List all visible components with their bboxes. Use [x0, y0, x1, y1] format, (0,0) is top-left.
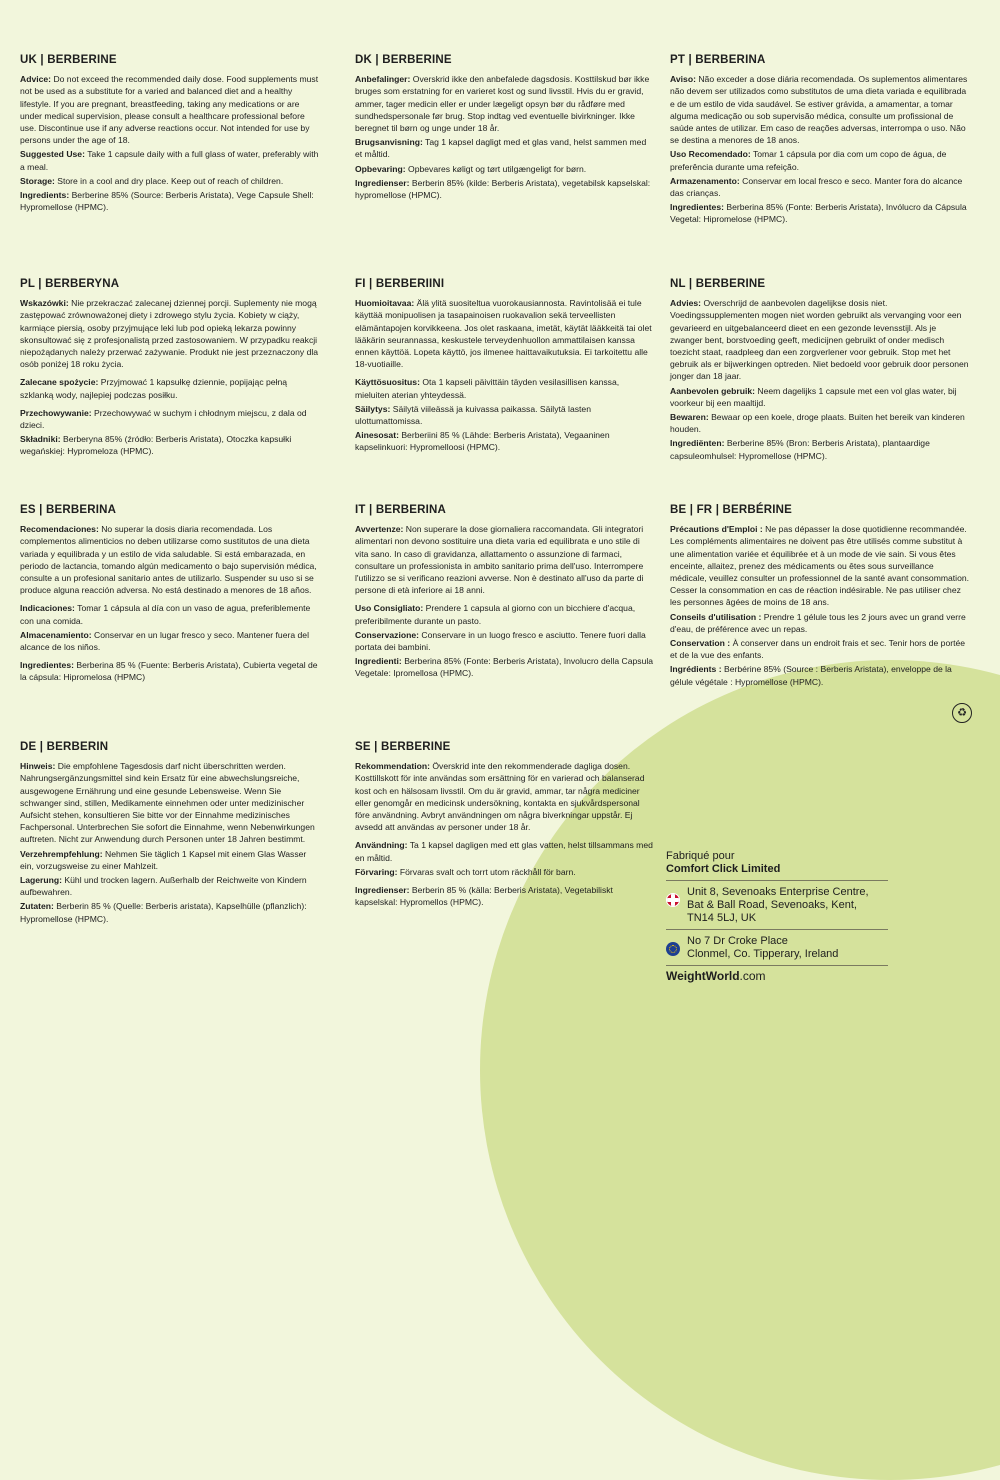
section-title: IT | BERBERINA: [355, 504, 446, 516]
ingredients-label: Ingrédients :: [670, 664, 722, 675]
section-title: DE | BERBERIN: [20, 741, 109, 753]
storage-text: Przechowywanie: Przechowywać w suchym i chłodnym miejscu, z dala od dzieci.: [20, 407, 307, 431]
advice-label: Aviso:: [670, 74, 696, 85]
section-pt: [670, 54, 970, 228]
usage-label: Uso Recomendado:: [670, 149, 751, 160]
ingredients-label: Ingredienser:: [355, 885, 410, 896]
storage-label: Storage:: [20, 175, 55, 186]
usage-text: Verzehrempfehlung: Nehmen Sie täglich 1 Kapsel mit einem Glas Wasser ein, vorzugsweise zu einer Mahlzeit.: [20, 848, 307, 871]
usage-text: Indicaciones: Tomar 1 cápsula al día con un vaso de agua, preferiblemente con una comida.: [20, 603, 311, 626]
section-be-fr: [670, 504, 970, 690]
storage-label: Säilytys:: [355, 403, 391, 414]
ingredients-label: Ingrediënten:: [670, 438, 725, 449]
usage-label: Indicaciones:: [20, 603, 75, 614]
address-line: Clonmel, Co. Tipperary, Ireland: [687, 948, 839, 960]
advice-label: Advies:: [670, 298, 702, 309]
section-title: ES | BERBERINA: [20, 504, 117, 516]
usage-text: Aanbevolen gebruik: Neem dagelijks 1 capsule met een vol glas water, bij voorkeur bij een maaltijd.: [670, 385, 957, 408]
address-line: Unit 8, Sevenoaks Enterprise Centre,: [687, 886, 869, 898]
storage-label: Conservation :: [670, 638, 731, 649]
usage-label: Conseils d'utilisation :: [670, 611, 762, 622]
section-de: [20, 741, 320, 927]
usage-label: Användning:: [355, 840, 408, 851]
storage-text: Bewaren: Bewaar op een koele, droge plaats. Buiten het bereik van kinderen houden.: [670, 412, 965, 435]
section-uk: [20, 54, 320, 215]
advice-text: Hinweis: Die empfohlene Tagesdosis darf nicht überschritten werden. Nahrungsergänzungsmittel sind kein Ersatz für eine abwechslungsreiche, ausgewogene Ernährung und eine gesunde Lebensweise. Wenn Sie schwanger sind, stillen, Medikamente einnehmen oder unter medizinischer Aufsicht stehen, konsultieren Sie bitte vor der Einnahme medizinisches Fachpersonal. Unterbrechen Sie sofort die Einnahme, wenn Nebenwirkungen auftreten. Nicht zur Anwendung durch Personen unter 18 Jahren bestimmt.: [20, 761, 315, 845]
advice-label: Huomioitavaa:: [355, 298, 415, 309]
ingredients-label: Ingredienser:: [355, 177, 410, 188]
storage-label: Lagerung:: [20, 875, 63, 886]
storage-text: Storage: Store in a cool and dry place. Keep out of reach of children.: [20, 175, 284, 186]
storage-text: Conservazione: Conservare in un luogo fresco e asciutto. Tenere fuori dalla portata dei bambini.: [355, 629, 646, 653]
manufacturer-block: [666, 850, 888, 983]
section-nl: [670, 278, 970, 464]
ie-address: [666, 929, 888, 965]
usage-text: Suggested Use: Take 1 capsule daily with a full glass of water, preferably with a meal.: [20, 149, 319, 172]
storage-label: Przechowywanie:: [20, 407, 92, 418]
section-se: [355, 741, 655, 910]
advice-text: Aviso: Não exceder a dose diária recomendada. Os suplementos alimentares não devem ser utilizados como substitutos de uma dieta variada e equilibrada e de um estilo de vida saudável. Se estiver grávida, a amamentar, a tomar alguma medicação ou sob supervisão médica, consulte um profissional de saúde antes de utilizar. Em caso de reações adversas, interrompa o uso. Não se destina a menores de 18 anos.: [670, 74, 968, 146]
storage-label: Armazenamento:: [670, 175, 740, 186]
advice-text: Précautions d'Emploi : Ne pas dépasser la dose quotidienne recommandée. Les compléments alimentaires ne doivent pas être utilisés comme substitut à une alimentation variée et équilibrée et à un mode de vie sain. Si vous êtes enceinte, allaitez, prenez des médicaments ou êtes sous surveillance médicale, veuillez consulter un professionnel de la santé avant consommation. Cesser la consommation en cas de réaction indésirable. Ne pas utiliser chez les personnes âgées de moins de 18 ans.: [670, 524, 970, 608]
usage-label: Aanbevolen gebruik:: [670, 385, 755, 396]
advice-text: Avvertenze: Non superare la dose giornaliera raccomandata. Gli integratori alimentari non devono sostituire una dieta varia ed equilibrata e uno stile di vita sano. In caso di gravidanza, allattamento o assunzione di farmaci, consultare un professionista in ambito sanitario prima dell'uso. Interrompere l'utilizzo se si verificano reazioni avverse. Non è destinato all'uso da parte di persone di età inferiore ai 18 anni.: [355, 524, 644, 596]
advice-text: Wskazówki: Nie przekraczać zalecanej dziennej porcji. Suplementy nie mogą zastępować zrównoważonej diety i zdrowego stylu życia. Kobiety w ciąży, karmiące piersią, osoby przyjmujące leki lub pod opieką lekarza powinny skonsultować się z profesjonalistą przed zastosowaniem. W przypadku reakcji niepożądanych należy przerwać zażywanie. Produkt nie jest przeznaczony dla osób poniżej 18 roku życia.: [20, 298, 319, 370]
section-es: [20, 504, 320, 686]
advice-text: Advice: Do not exceed the recommended daily dose. Food supplements must not be used as a substitute for a varied and balanced diet and a healthy lifestyle. If you are pregnant, breastfeeding, taking any medications or are under medical supervision, please consult a healthcare professional before use. Discontinue use if any adverse reactions occur. Not intended for use by persons under the age of 18.: [20, 74, 319, 146]
ingredients-label: Ingredients:: [20, 190, 70, 201]
usage-label: Brugsanvisning:: [355, 137, 423, 148]
uk-flag-icon: [666, 893, 680, 907]
usage-label: Verzehrempfehlung:: [20, 848, 103, 859]
storage-text: Lagerung: Kühl und trocken lagern. Außerhalb der Reichweite von Kindern aufbewahren.: [20, 875, 307, 898]
ingredients-text: Składniki: Berberyna 85% (źródło: Berberis Aristata), Otoczka kapsułki wegańskiej: Hypromeloza (HPMC).: [20, 434, 292, 457]
ingredients-text: Ingredienti: Berberina 85% (Fonte: Berberis Aristata), Involucro della Capsula Vegetale: Ipromellosa (HPMC).: [355, 656, 654, 679]
storage-text: Säilytys: Säilytä viileässä ja kuivassa paikassa. Säilytä lasten ulottumattomissa.: [355, 403, 591, 427]
storage-label: Förvaring:: [355, 866, 398, 877]
ingredients-label: Ingredienti:: [355, 656, 402, 667]
usage-text: Käyttösuositus: Ota 1 kapseli päivittäin täyden vesilasillisen kanssa, mieluiten aterian yhteydessä.: [355, 377, 620, 400]
usage-label: Käyttösuositus:: [355, 377, 420, 388]
usage-text: Uso Consigliato: Prendere 1 capsula al giorno con un bicchiere d'acqua, preferibilmente durante un pasto.: [355, 603, 636, 626]
storage-label: Opbevaring:: [355, 163, 406, 174]
section-title: NL | BERBERINE: [670, 278, 766, 290]
ingredients-text: Ingredientes: Berberina 85 % (Fuente: Berberis Aristata), Cubierta vegetal de la cápsula: Hipromelosa (HPMC): [20, 660, 318, 683]
usage-text: Uso Recomendado: Tomar 1 cápsula por dia com um copo de água, de preferência durante uma refeição.: [670, 149, 947, 172]
advice-label: Avvertenze:: [355, 524, 404, 535]
ingredients-text: Ingrédients : Berbérine 85% (Source : Berberis Aristata), enveloppe de la gélule végétale : Hypromellose (HPMC).: [670, 664, 952, 687]
storage-text: Almacenamiento: Conservar en un lugar fresco y seco. Mantener fuera del alcance de los niños.: [20, 629, 309, 653]
usage-text: Brugsanvisning: Tag 1 kapsel dagligt med et glas vand, helst sammen med et måltid.: [355, 137, 647, 160]
advice-label: Précautions d'Emploi :: [670, 524, 763, 535]
usage-label: Suggested Use:: [20, 149, 85, 160]
section-title: SE | BERBERINE: [355, 741, 451, 753]
section-fi: [355, 278, 655, 456]
usage-text: Zalecane spożycie: Przyjmować 1 kapsułkę dziennie, popijając pełną szklanką wody, najlepiej podczas posiłku.: [20, 377, 288, 400]
advice-text: Huomioitavaa: Älä ylitä suositeltua vuorokausiannosta. Ravintolisää ei tule käyttää monipuolisen ja tasapainoisen ruokavalion sekä terveellisten elämäntapojen korvikkeena. Jos olet raskaana, imetät, käytät lääkkeitä tai olet lääkärin seurannassa, keskustele terveydenhuollon ammattilaisen kanssa ennen käyttöä. Lopeta käyttö, jos ilmenee haittavaikutuksia. Ei tarkoitettu alle 18-vuotiaille.: [355, 298, 652, 370]
advice-text: Advies: Overschrijd de aanbevolen dagelijkse dosis niet. Voedingssupplementen mogen niet worden gebruikt als vervanging voor een gevarieerd en uitgebalanceerd dieet en een gezonde levensstijl. Als je zwanger bent, borstvoeding geeft, medicijnen gebruikt of onder medisch toezicht staat, raadpleeg dan een zorgverlener voor gebruik. Stop met het gebruik als er bijwerkingen optreden. Niet bedoeld voor gebruik door personen jonger dan 18 jaar.: [670, 298, 969, 382]
advice-label: Advice:: [20, 74, 52, 85]
section-title: DK | BERBERINE: [355, 54, 452, 66]
section-dk: [355, 54, 655, 203]
storage-text: Conservation : À conserver dans un endroit frais et sec. Tenir hors de portée et de la vue des enfants.: [670, 638, 966, 661]
made-for-label: Fabriqué pour: [666, 850, 735, 862]
advice-text: Recomendaciones: No superar la dosis diaria recomendada. Los complementos alimenticios no deben utilizarse como sustitutos de una dieta variada y equilibrada y un estilo de vida saludable. Si está embarazada, en periodo de lactancia, tomando algún medicamento o bajo supervisión médica, consulte a un profesional sanitario antes de utilizarlo. Suspender su uso si se produce alguna reacción adversa. No está destinado a menores de 18 años.: [20, 524, 317, 596]
storage-text: Opbevaring: Opbevares køligt og tørt utilgængeligt for børn.: [355, 163, 587, 174]
storage-text: Förvaring: Förvaras svalt och torrt utom räckhåll för barn.: [355, 866, 576, 877]
storage-label: Conservazione:: [355, 629, 419, 640]
advice-label: Anbefalinger:: [355, 74, 411, 85]
section-pl: [20, 278, 320, 460]
brand-domain: .com: [739, 969, 766, 983]
ingredients-label: Ainesosat:: [355, 430, 399, 441]
section-title: PL | BERBERYNA: [20, 278, 120, 290]
ingredients-text: Ingredientes: Berberina 85% (Fonte: Berberis Aristata), Invólucro da Cápsula Vegetal: Hipromelose (HPMC).: [670, 202, 967, 225]
ingredients-label: Ingredientes:: [20, 660, 74, 671]
eu-flag-icon: [666, 942, 680, 956]
usage-text: Användning: Ta 1 kapsel dagligen med ett glas vatten, helst tillsammans med en måltid.: [355, 840, 653, 863]
ingredients-text: Ingredienser: Berberin 85% (kilde: Berberis Aristata), vegetabilsk kapselskal: hypromellose (HPMC).: [355, 177, 651, 201]
uk-address: [666, 880, 888, 929]
address-line: No 7 Dr Croke Place: [687, 935, 788, 947]
brand-name: WeightWorld: [666, 969, 740, 983]
ingredients-label: Składniki:: [20, 434, 61, 445]
section-title: UK | BERBERINE: [20, 54, 117, 66]
usage-label: Uso Consigliato:: [355, 603, 424, 614]
ingredients-text: Ainesosat: Berberiini 85 % (Lähde: Berberis Aristata), Vegaaninen kapselinkuori: Hypromelloosi (HPMC).: [355, 430, 610, 453]
section-title: BE | FR | BERBÉRINE: [670, 504, 793, 516]
address-line: TN14 5LJ, UK: [687, 912, 757, 924]
advice-label: Hinweis:: [20, 761, 56, 772]
storage-label: Almacenamiento:: [20, 629, 92, 640]
ingredients-text: Ingredients: Berberine 85% (Source: Berberis Aristata), Vege Capsule Shell: Hypromellose (HPMC).: [20, 190, 314, 213]
address-line: Bat & Ball Road, Sevenoaks, Kent,: [687, 899, 857, 911]
storage-label: Bewaren:: [670, 412, 709, 423]
advice-label: Wskazówki:: [20, 298, 69, 309]
ingredients-text: Zutaten: Berberin 85 % (Quelle: Berberis aristata), Kapselhülle (pflanzlich): Hypromellose (HPMC).: [20, 901, 307, 924]
ingredients-text: Ingrediënten: Berberine 85% (Bron: Berberis Aristata), plantaardige capsuleomhulsel: Hypromellose (HPMC).: [670, 438, 930, 461]
ingredients-label: Ingredientes:: [670, 202, 724, 213]
section-title: FI | BERBERIINI: [355, 278, 445, 290]
advice-text: Rekommendation: Överskrid inte den rekommenderade dagliga dosen. Kosttillskott för inte användas som ersättning för en varierad och balanserad kost och en hälsosam livsstil. Om du är gravid, ammar, tar några mediciner eller genomgår en medicinsk undersökning, kontakta en sjukvårdspersonal före användning. Avbryt användningen om några biverkningar uppstår. Ej avsedd att användas av personer under 18 år.: [355, 761, 645, 833]
ingredients-label: Zutaten:: [20, 901, 54, 912]
section-title: PT | BERBERINA: [670, 54, 766, 66]
usage-label: Zalecane spożycie:: [20, 377, 99, 388]
ingredients-text: Ingredienser: Berberin 85 % (källa: Berberis Aristata), Vegetabiliskt kapselskal: Hypromellos (HPMC).: [355, 885, 613, 908]
storage-text: Armazenamento: Conservar em local fresco e seco. Manter fora do alcance das crianças.: [670, 175, 963, 199]
usage-text: Conseils d'utilisation : Prendre 1 gélule tous les 2 jours avec un grand verre d'eau, de préférence avec un repas.: [670, 611, 966, 634]
advice-text: Anbefalinger: Overskrid ikke den anbefalede dagsdosis. Kosttilskud bør ikke bruges som erstatning for en varieret kost og sund livsstil. Hvis du er gravid, ammer, tager medicin eller er under lægeligt opsyn bør du rådføre med sundhedspersonale før brug. Stop indtag ved eventuelle bivirkninger. Ikke beregnet til børn og unge under 18 år.: [355, 74, 650, 134]
section-it: [355, 504, 655, 682]
recycling-icon: ♻: [952, 703, 972, 723]
company-name: Comfort Click Limited: [666, 863, 781, 875]
brand-website: [666, 965, 888, 983]
advice-label: Recomendaciones:: [20, 524, 99, 535]
advice-label: Rekommendation:: [355, 761, 430, 772]
